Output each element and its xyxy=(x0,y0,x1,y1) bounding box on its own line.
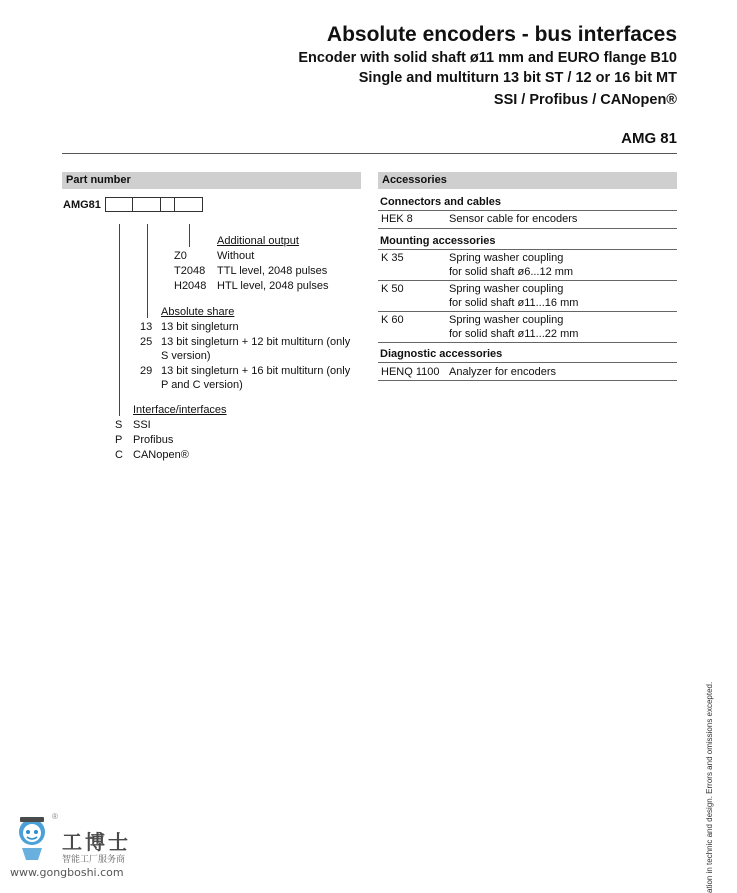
accessory-code: HEK 8 xyxy=(381,213,413,225)
connector-line-share xyxy=(147,224,148,318)
option-text: 13 bit singleturn + 16 bit multiturn (only P and C version) xyxy=(161,365,351,391)
option-text: Without xyxy=(217,250,255,262)
accessory-text: Sensor cable for encoders xyxy=(449,213,578,225)
option-text: 13 bit singleturn xyxy=(161,321,239,333)
subtitle-interfaces: SSI / Profibus / CANopen® xyxy=(493,92,677,108)
logo-url: www.gongboshi.com xyxy=(10,866,124,879)
accessory-text: Spring washer coupling xyxy=(449,252,564,264)
part-number-box-interface xyxy=(105,197,133,212)
subtitle-resolution: Single and multiturn 13 bit ST / 12 or 16 bit MT xyxy=(358,70,677,86)
option-code: 13 xyxy=(140,321,153,333)
absolute-share-title: Absolute share xyxy=(161,306,235,318)
option-code: C xyxy=(115,449,123,461)
disclaimer-note: ation in technic and design. Errors and omissions excepted. xyxy=(705,681,714,893)
accessory-text: Spring washer coupling xyxy=(449,314,564,326)
accessory-code: K 50 xyxy=(381,283,404,295)
option-code: Z0 xyxy=(174,250,187,262)
part-number-heading: Part number xyxy=(62,172,361,189)
additional-output-title: Additional output xyxy=(217,235,299,247)
accessory-text: for solid shaft ø11...22 mm xyxy=(449,328,579,340)
accessory-code: K 60 xyxy=(381,314,404,326)
connector-line-interface xyxy=(119,224,120,416)
mounting-title: Mounting accessories xyxy=(380,235,496,247)
connector-line-output xyxy=(189,224,190,247)
option-text: HTL level, 2048 pulses xyxy=(217,280,329,292)
accessory-code: K 35 xyxy=(381,252,404,264)
part-number-box-share-2 xyxy=(160,197,175,212)
accessory-text: for solid shaft ø11...16 mm xyxy=(449,297,579,309)
part-number-box-share xyxy=(132,197,161,212)
option-code: T2048 xyxy=(174,265,206,277)
divider xyxy=(378,210,677,211)
option-code: S xyxy=(115,419,123,431)
subtitle-shaft: Encoder with solid shaft ø11 mm and EURO flange B10 xyxy=(298,50,677,66)
accessory-text: for solid shaft ø6...12 mm xyxy=(449,266,574,278)
option-code: 29 xyxy=(140,365,153,377)
divider xyxy=(378,228,677,229)
divider xyxy=(378,311,677,312)
interface-title: Interface/interfaces xyxy=(133,404,227,416)
model-number: AMG 81 xyxy=(621,130,677,147)
divider xyxy=(378,342,677,343)
option-code: H2048 xyxy=(174,280,207,292)
accessory-text: Spring washer coupling xyxy=(449,283,564,295)
logo-name: 工博士 xyxy=(62,830,131,854)
page-title: Absolute encoders - bus interfaces xyxy=(326,23,677,46)
option-code: 25 xyxy=(140,336,153,348)
logo-tagline: 智能工厂服务商 xyxy=(62,854,126,864)
option-code: P xyxy=(115,434,123,446)
divider xyxy=(378,280,677,281)
option-text: CANopen® xyxy=(133,449,189,461)
accessory-code: HENQ 1100 xyxy=(381,366,440,378)
option-text: TTL level, 2048 pulses xyxy=(217,265,328,277)
option-text: 13 bit singleturn + 12 bit multiturn (only S version) xyxy=(161,336,351,362)
divider xyxy=(378,249,677,250)
header-divider xyxy=(62,153,677,154)
option-text: Profibus xyxy=(133,434,174,446)
registered-mark: ® xyxy=(52,812,58,821)
part-number-prefix: AMG81 xyxy=(63,199,101,211)
option-text: SSI xyxy=(133,419,151,431)
accessories-heading: Accessories xyxy=(378,172,677,189)
diagnostic-title: Diagnostic accessories xyxy=(380,348,503,360)
connectors-title: Connectors and cables xyxy=(380,196,502,208)
accessory-text: Analyzer for encoders xyxy=(449,366,556,378)
divider xyxy=(378,380,677,381)
part-number-box-output xyxy=(174,197,203,212)
divider xyxy=(378,362,677,363)
